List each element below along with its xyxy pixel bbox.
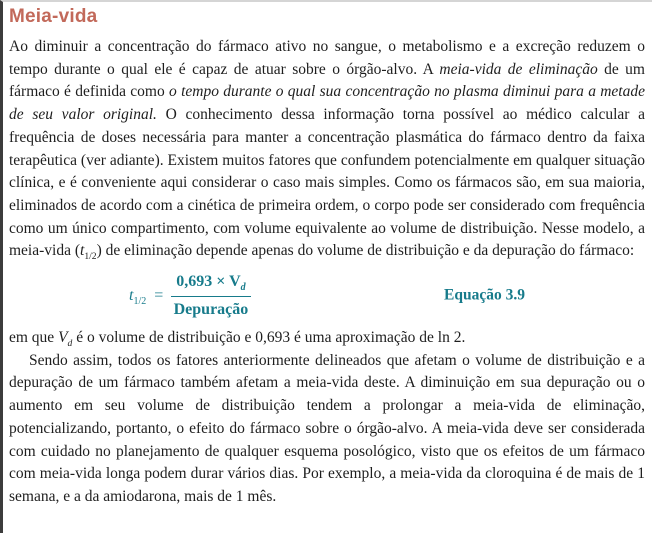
numerator-text: 0,693 × V [176, 272, 241, 290]
paragraph-intro [9, 36, 645, 263]
paragraph-discussion [9, 350, 645, 509]
equation-fraction [171, 271, 250, 321]
text-segment: ) de eliminação depende apenas do volume de distribuição e da depuração do fármaco: [96, 242, 635, 260]
text-segment: t [80, 242, 85, 260]
text-segment: V [58, 329, 68, 347]
text-segment: em que [9, 329, 59, 347]
text-segment: Sendo assim, todos os fatores anteriormente delineados que afetam o volume de distribuição e a depuração de um fármaco também afetam a meia-vida deste. A diminuição em sua depuração ou o aumento em seu volume de distribuição tendem a prolongar a meia-vida de eliminação, potencializando, portanto, o efeito do fármaco sobre o órgão-alvo. A meia-vida deve ser considerada com cuidado no planejamento de qualquer esquema posológico, visto que os efeitos de um fármaco com meia-vida longa podem durar vários dias. Por exemplo, a meia-vida da cloroquina é de mais de 1 semana, e a da amiodarona, mais de 1 mês. [9, 351, 645, 505]
text-segment: meia-vida de eliminação [439, 60, 598, 78]
equation-denominator: Depuração [173, 300, 249, 318]
paragraph-definition [9, 327, 645, 350]
equation-variable-subscript: 1/2 [133, 295, 147, 307]
equation-lhs [129, 285, 146, 308]
text-segment: de um fármaco é definida como [9, 60, 645, 101]
equation-numerator [171, 271, 250, 297]
section-heading: Meia-vida [9, 6, 98, 27]
text-segment: é o volume de distribuição e 0,693 é uma aproximação de ln 2. [72, 329, 466, 347]
equals-sign: = [154, 286, 164, 304]
body-text [3, 36, 652, 509]
text-segment: o tempo durante o qual sua concentração no plasma diminui para a metade de seu valor original. [9, 83, 645, 124]
equation-block [9, 267, 645, 325]
numerator-subscript: d [240, 282, 246, 294]
text-segment: O conhecimento dessa informação torna possível ao médico calcular a frequência de doses necessária para manter a concentração plasmática do fármaco dentro da faixa terapêutica (ver adiante). Existem muitos fatores que confundem potencialmente em qualquer situação clínica, e é conveniente aqui considerar o caso mais simples. Como os fármacos são, em sua maioria, eliminados de acordo com a cinética de primeira ordem, o corpo pode ser considerado com frequência como um único compartimento, com volume equivalente ao volume de distribuição. Nesse modelo, a meia-vida ( [9, 106, 646, 260]
equation-label: Equação 3.9 [444, 286, 525, 304]
equation-variable: t [129, 286, 134, 304]
text-segment: 1/2 [84, 251, 97, 263]
equation [129, 271, 251, 321]
text-segment: Ao diminuir a concentração do fármaco ativo no sangue, o metabolismo e a excreção reduzem o tempo durante o qual ele é capaz de atuar sobre o órgão-alvo. A [9, 38, 645, 78]
text-segment: d [67, 338, 73, 350]
